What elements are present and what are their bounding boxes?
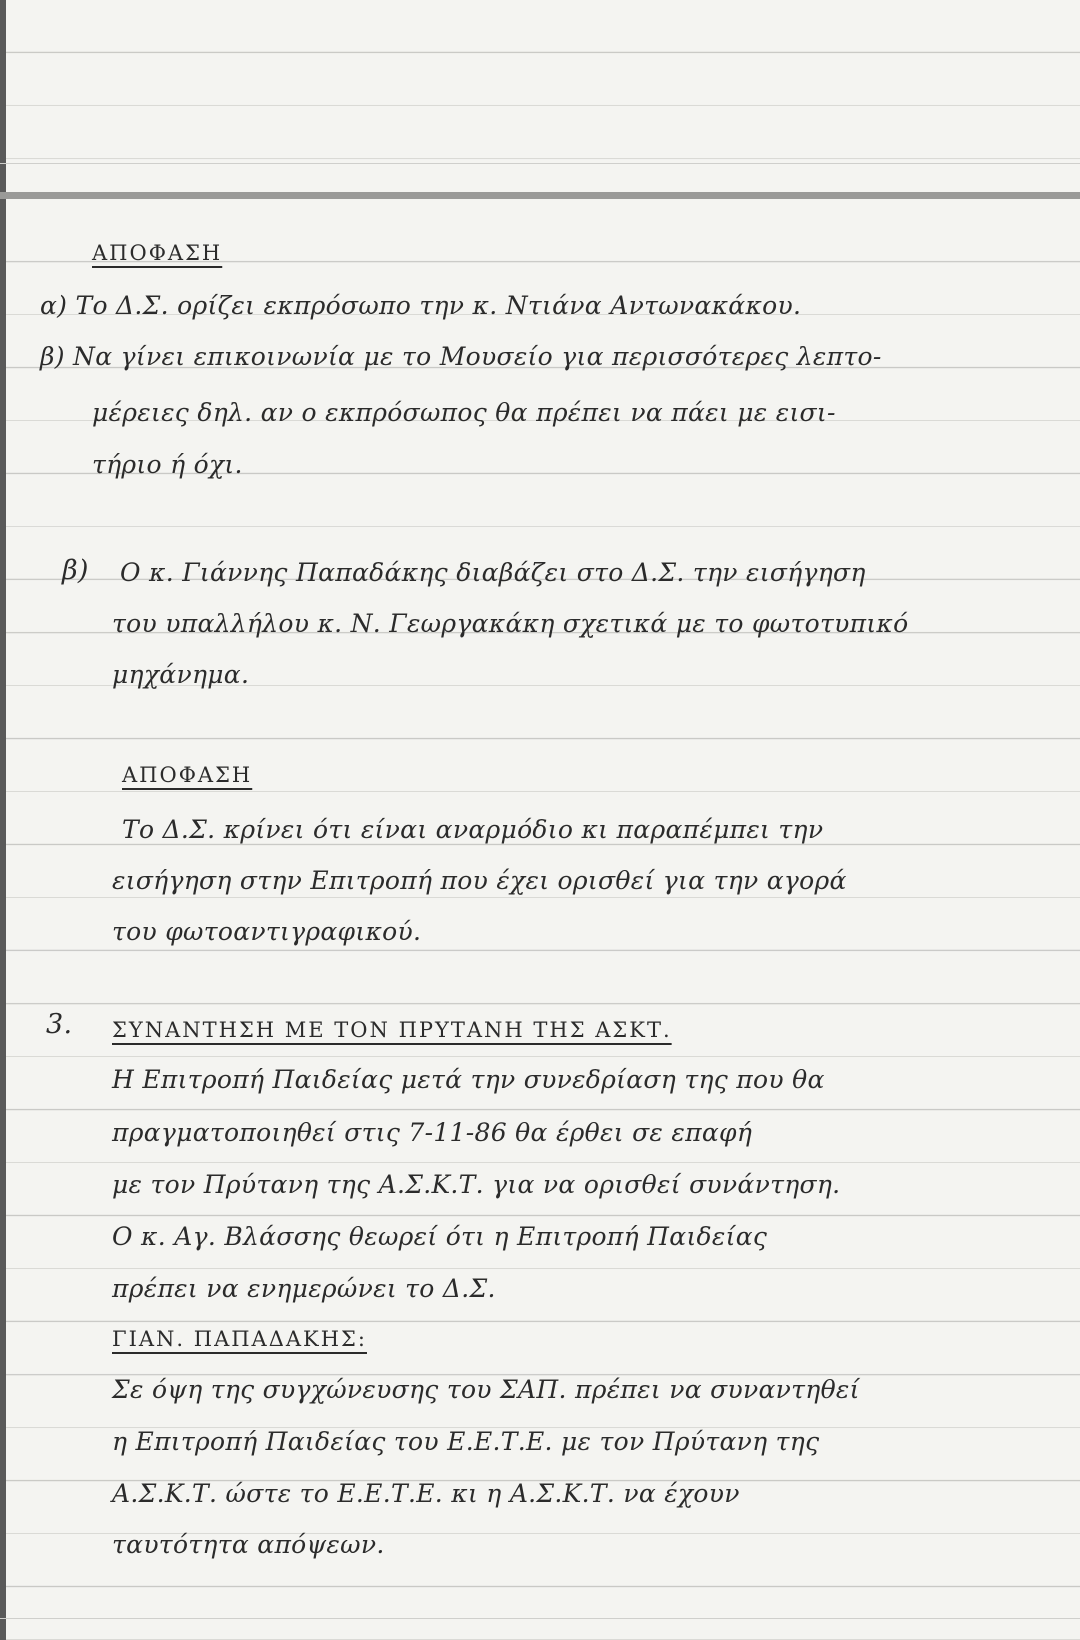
decision-line-a: α) Το Δ.Σ. ορίζει εκπρόσωπο την κ. Ντιάνα Αντωνακάκου. [40,291,802,320]
top-rule [0,163,1080,164]
section-3-line-3: με τον Πρύτανη της Α.Σ.Κ.Τ. για να ορισθεί συνάντηση. [112,1170,841,1199]
header-rule [0,192,1080,199]
item-number-3: 3. [46,1009,73,1040]
section-3-line-1: Η Επιτροπή Παιδείας μετά την συνεδρίαση της που θα [112,1065,825,1094]
speaker-line-3: Α.Σ.Κ.Τ. ώστε το Ε.Ε.Τ.Ε. κι η Α.Σ.Κ.Τ. να έχουν [112,1479,740,1508]
heading-apofasi-1: ΑΠΟΦΑΣΗ [92,241,223,265]
decision-line-b-cont2: τήριο ή όχι. [92,450,243,479]
section-3-line-2: πραγματοποιηθεί στις 7-11-86 θα έρθει σε επαφή [112,1118,753,1147]
section-3-line-4: Ο κ. Αγ. Βλάσσης θεωρεί ότι η Επιτροπή Παιδείας [112,1222,768,1251]
page-edge [0,0,6,1640]
section-3-title: ΣΥΝΑΝΤΗΣΗ ΜΕ ΤΟΝ ΠΡΥΤΑΝΗ ΤΗΣ ΑΣΚΤ. [112,1018,672,1042]
speaker-line-4: ταυτότητα απόψεων. [112,1530,385,1559]
section-3-line-5: πρέπει να ενημερώνει το Δ.Σ. [112,1274,496,1303]
item-marker-b: β) [62,555,89,586]
heading-apofasi-2: ΑΠΟΦΑΣΗ [122,763,253,787]
speaker-line-1: Σε όψη της συγχώνευσης του ΣΑΠ. πρέπει να συναντηθεί [112,1375,860,1404]
speaker-line-2: η Επιτροπή Παιδείας του Ε.Ε.Τ.Ε. με τον Πρύτανη της [112,1427,820,1456]
decision-c-line-2: εισήγηση στην Επιτροπή που έχει ορισθεί για την αγορά [112,866,847,895]
bottom-rule [0,1618,1080,1619]
item-b-line-2: του υπαλλήλου κ. Ν. Γεωργακάκη σχετικά με το φωτοτυπικό [112,609,909,638]
item-b-line-1: Ο κ. Γιάννης Παπαδάκης διαβάζει στο Δ.Σ. την εισήγηση [120,558,866,587]
speaker-heading: ΓΙΑΝ. ΠΑΠΑΔΑΚΗΣ: [112,1327,367,1351]
decision-c-line-1: Το Δ.Σ. κρίνει ότι είναι αναρμόδιο κι παραπέμπει την [122,815,824,844]
item-b-line-3: μηχάνημα. [112,660,250,689]
decision-c-line-3: του φωτοαντιγραφικού. [112,917,422,946]
decision-line-b-cont1: μέρειες δηλ. αν ο εκπρόσωπος θα πρέπει να πάει με εισι- [92,398,836,427]
decision-line-b: β) Να γίνει επικοινωνία με το Μουσείο για περισσότερες λεπτο- [40,342,882,371]
